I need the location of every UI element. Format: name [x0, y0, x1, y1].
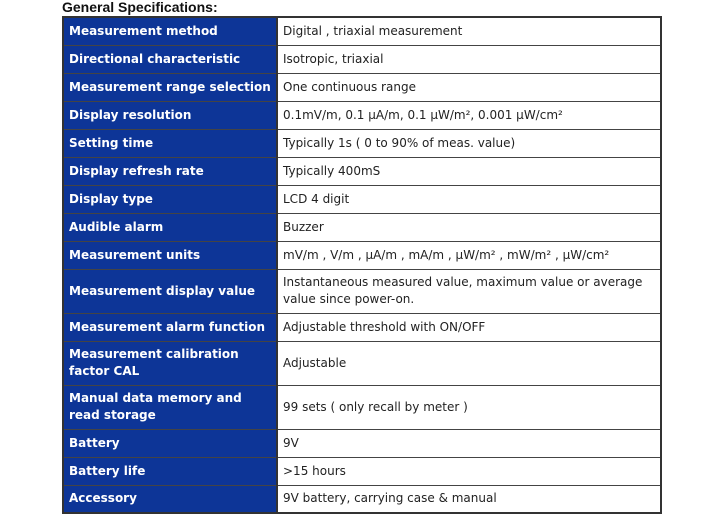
- table-row: [63, 241, 661, 269]
- spec-value: Adjustable threshold with ON/OFF: [277, 313, 661, 341]
- table-row: [63, 485, 661, 513]
- spec-label: Setting time: [63, 129, 277, 157]
- spec-value: Typically 400mS: [277, 157, 661, 185]
- table-row: [63, 129, 661, 157]
- spec-label: Measurement alarm function: [63, 313, 277, 341]
- table-row: [63, 45, 661, 73]
- spec-value: 99 sets ( only recall by meter ): [277, 385, 661, 429]
- table-row: [63, 269, 661, 313]
- spec-value: 9V battery, carrying case & manual: [277, 485, 661, 513]
- spec-label: Measurement calibration factor CAL: [63, 341, 277, 385]
- spec-value: 0.1mV/m, 0.1 µA/m, 0.1 µW/m², 0.001 µW/cm²: [277, 101, 661, 129]
- spec-value: Typically 1s ( 0 to 90% of meas. value): [277, 129, 661, 157]
- spec-value: mV/m , V/m , µA/m , mA/m , µW/m² , mW/m² , µW/cm²: [277, 241, 661, 269]
- spec-label: Display type: [63, 185, 277, 213]
- table-row: [63, 73, 661, 101]
- spec-value: Digital , triaxial measurement: [277, 17, 661, 45]
- table-row: [63, 17, 661, 45]
- spec-value: Instantaneous measured value, maximum value or average value since power-on.: [277, 269, 661, 313]
- section-title: General Specifications:: [62, 0, 218, 15]
- spec-value: Adjustable: [277, 341, 661, 385]
- spec-value: Buzzer: [277, 213, 661, 241]
- specifications-table: [62, 16, 662, 514]
- spec-label: Battery life: [63, 457, 277, 485]
- table-row: [63, 157, 661, 185]
- spec-label: Measurement range selection: [63, 73, 277, 101]
- table-row: [63, 429, 661, 457]
- table-row: [63, 457, 661, 485]
- spec-label: Manual data memory and read storage: [63, 385, 277, 429]
- spec-label: Audible alarm: [63, 213, 277, 241]
- spec-value: One continuous range: [277, 73, 661, 101]
- spec-value: 9V: [277, 429, 661, 457]
- spec-label: Display refresh rate: [63, 157, 277, 185]
- spec-value: >15 hours: [277, 457, 661, 485]
- table-row: [63, 313, 661, 341]
- table-row: [63, 341, 661, 385]
- spec-label: Display resolution: [63, 101, 277, 129]
- table-row: [63, 213, 661, 241]
- table-row: [63, 185, 661, 213]
- spec-label: Battery: [63, 429, 277, 457]
- spec-value: Isotropic, triaxial: [277, 45, 661, 73]
- table-row: [63, 101, 661, 129]
- spec-label: Measurement units: [63, 241, 277, 269]
- spec-label: Accessory: [63, 485, 277, 513]
- spec-label: Measurement display value: [63, 269, 277, 313]
- spec-label: Measurement method: [63, 17, 277, 45]
- spec-label: Directional characteristic: [63, 45, 277, 73]
- table-row: [63, 385, 661, 429]
- spec-value: LCD 4 digit: [277, 185, 661, 213]
